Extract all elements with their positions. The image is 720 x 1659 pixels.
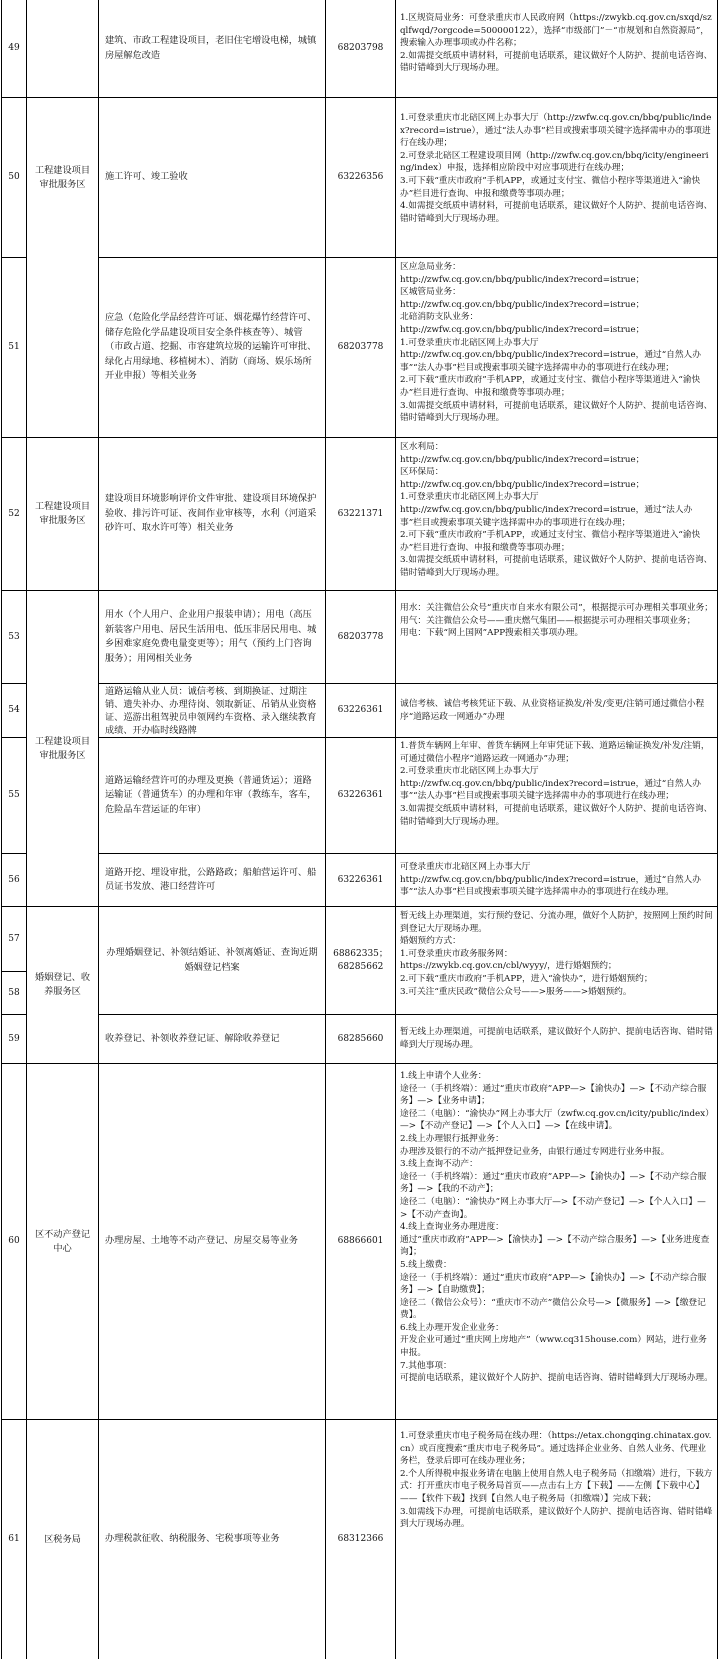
row-number: 59 [8,1033,20,1044]
row-number: 53 [8,631,20,642]
phone-number: 63226361 [337,705,384,715]
handling-method: 区应急局业务： http://zwfw.cq.gov.cn/bbq/public/index?record=istrue； 区城管局业务： http://zwfw.cq.gov.cn/bbq/public/index?record=istrue； 北碚消防支队业务： http://zwfw.cq.gov.cn/bbq/public/index?record=istrue； 1.可登录重庆市北碚区网上办事大厅 http://zwfw.cq.gov.cn/bbq/public/index?record=istrue，通过“自然人办事”“法人办事”栏目或搜索事项关键字选择需申办的事项进行在线办理； 2.可下载“重庆市政府”手机APP，或通过支付宝、微信小程序等渠道进入“渝快办”栏目进行查询、申报和缴费等事项办理； 3.如需提交纸质申请材料，可提前电话联系，建议做好个人防护、提前电话咨询、错时错峰到大厅现场办理。 [400,262,713,424]
phone-number: 63221371 [337,508,384,519]
service-items: 道路运输经营许可的办理及更换（普通货运）；道路运输证（普通货车）的办理和年审（教练车，客车，危险品车营运证的年审） [105,774,317,815]
service-items: 道路开挖、埋设审批，公路路政；船舶营运许可、船员证书发放、港口经营许可 [105,866,317,892]
phone-number: 68866601 [337,1236,384,1246]
phone-number: 68285660 [337,1033,384,1044]
service-items: 收养登记、补领收养登记证、解除收养登记 [105,1032,280,1044]
handling-method: 1.可登录重庆市北碚区网上办事大厅（http://zwfw.cq.gov.cn/bbq/public/index?record=istrue），通过“法人办事”栏目或搜索事项关键字选择需申办的事项进行在线办理； 2.可登录北碚区工程建设项目网（http://zwfw.cq.gov.cn/bbq/icity/engineering/index）申报，选择相应阶段中对应事项进行在线办理； 3.可下载“重庆市政府”手机APP，或通过支付宝、微信小程序等渠道进入“渝快办”栏目进行查询、申报和缴费等事项办理； 4.如需提交纸质申请材料，可提前电话联系，建议做好个人防护、提前电话咨询、错时错峰到大厅现场办理。 [400,113,713,224]
handling-method: 区水利局： http://zwfw.cq.gov.cn/bbq/public/index?record=istrue； 区环保局： http://zwfw.cq.gov.cn/bbq/public/index?record=istrue； 1.可登录重庆市北碚区网上办事大厅 http://zwfw.cq.gov.cn/bbq/public/index?record=istrue，通过“法人办事”栏目或搜索事项关键字选择需申办的事项进行在线办理； 2.可下载“重庆市政府”手机APP，或通过支付宝、微信小程序等渠道进入“渝快办”栏目进行查询、申报和缴费等事项办理； 3.如需提交纸质申请材料，可提前电话联系，建议做好个人防护、提前电话咨询、错时错峰到大厅现场办理。 [400,442,713,578]
phone-number: 63226361 [337,874,384,885]
row-number: 49 [8,43,20,54]
row-number: 54 [8,705,20,716]
office-cell: 婚姻登记、收养服务区 [34,972,91,997]
handling-method: 用水：关注微信公众号“重庆市自来水有限公司”，根据提示可办理相关事项业务； 用气：关注微信公众号——重庆燃气集团——根据提示可办理相关事项业务； 用电：下载“网上国网”APP搜索相关事项办理。 [400,603,713,639]
row-number: 58 [8,987,20,998]
row-number: 57 [8,933,20,944]
service-items: 用水（个人用户、企业用户报装申请）；用电（高压新装客户用电、居民生活用电、低压非居民用电、城乡困难家庭免费电量变更等）；用气（预约上门咨询服务）；用网相关业务 [105,609,317,664]
office-cell: 区税务局 [44,1533,81,1545]
row-number: 55 [8,790,20,801]
phone-number: 68203778 [337,342,384,352]
handling-method: 暂无线上办理渠道，可提前电话联系，建议做好个人防护、提前电话咨询、错时错峰到大厅现场办理。 [400,1027,713,1050]
handling-method: 暂无线上办理渠道，实行预约登记、分流办理，做好个人防护，按照网上预约时间到登记大厅现场办理。 婚姻预约方式： 1.可登录重庆市政务服务网： https://zwykb.cq.gov.cn/cbl/wyyy/，进行婚姻预约； 2.可下载“重庆市政府”手机APP，进入“渝快办”，进行婚姻预约； 3.可关注“重庆民政”微信公众号——>服务——>婚姻预约。 [400,911,713,997]
row-number: 56 [8,874,20,885]
table-border [717,0,718,1659]
office-cell: 区不动产登记中心 [34,1228,91,1254]
service-items: 办理房屋、土地等不动产登记、房屋交易等业务 [105,1235,298,1247]
handling-method: 1.普货车辆网上年审、普货车辆网上年审凭证下载、道路运输证换发/补发/注销，可通过微信小程序“道路运政一网通办”办理； 2.可登录重庆市北碚区网上办事大厅 http://zwfw.cq.gov.cn/bbq/public/index?record=istrue，通过“自然人办事”“法人办事”栏目或搜索事项关键字选择需申办的事项进行在线办理； 3.如需提交纸质申请材料，可提前电话联系，建议做好个人防护、提前电话咨询、错时错峰到大厅现场办理。 [400,741,713,827]
handling-method: 1.区规资局业务：可登录重庆市人民政府网（https://zwykb.cq.gov.cn/sxqd/szqlfwqd/?orgcode=500000122），选择“市级部门”－“市规划和自然资源局”，搜索输入办理事项或办件名称； 2.如需提交纸质申请材料，可提前电话联系，建议做好个人防护、提前电话咨询、错时错峰到大厅现场办理。 [400,13,713,74]
phone-number: 63226361 [337,790,384,800]
office-cell: 工程建设项目审批服务区 [34,501,91,526]
handling-method: 诚信考核、诚信考核凭证下载、从业资格证换发/补发/变更/注销可通过微信小程序“道路运政一网通办”办理 [400,698,705,722]
service-items: 建筑、市政工程建设项目，老旧住宅增设电梯，城镇房屋解危改造 [105,35,317,61]
phone-number: 68203778 [337,631,384,642]
phone-number: 68312366 [337,1534,384,1544]
phone-number: 63226356 [337,172,384,182]
row-number: 51 [8,342,20,353]
service-items: 应急（危险化学品经营许可证、烟花爆竹经营许可、储存危险化学品建设项目安全条件核查等）、城管（市政占道、挖掘、市容建筑垃圾的运输许可审批、绿化占用绿地、移植树木）、消防（商场、娱乐场所开业申报）等相关业务 [105,312,317,382]
office-cell: 工程建设项目审批服务区 [34,735,91,761]
handling-method: 1.线上申请个人业务： 途径一（手机终端）：通过“重庆市政府”APP—>【渝快办】—>【不动产综合服务】—>【业务申请】； 途径二（电脑）：“渝快办”网上办事大厅（zwfw.cq.gov.cn/icity/public/index）—>【不动产登记】—>【个人入口】—>【在线申请】。 2.线上办理银行抵押业务： 办理涉及银行的不动产抵押登记业务，由银行通过专网进行业务申报。 3.线上查询不动产： 途径一（手机终端）：通过“重庆市政府”APP—>【渝快办】—>【不动产综合服务】—>【我的不动产】； 途径二（电脑）：“渝快办”网上办事大厅—>【不动产登记】—>【个人入口】—>【不动产查询】。 4.线上查询业务办理进度： 通过“重庆市政府”APP—>【渝快办】—>【不动产综合服务】—>【业务进度查询】； 5.线上缴费： 途径一（手机终端）：通过“重庆市政府”APP—>【渝快办】—>【不动产综合服务】—>【自助缴费】； 途径二（微信公众号）：“重庆市不动产”微信公众号—>【微服务】—>【缴登记费】。 6.线上办理开发企业业务： 开发企业可通过“重庆网上房地产”（www.cq315house.com）网站，进行业务申报。 7.其他事项： 可提前电话联系，建议做好个人防护、提前电话咨询、错时错峰到大厅现场办理。 [400,1071,713,1384]
handling-method: 1.可登录重庆市电子税务局在线办理：（https://etax.chongqing.chinatax.gov.cn）或百度搜索“重庆市电子税务局”。通过选择企业业务、自然人业务、代理业务栏，登录后即可在线办理业务； 2.个人所得税申报业务请在电脑上使用自然人电子税务局（扣缴端）进行，下载方式：打开重庆市电子税务局首页——点击右上方【下载】——左侧【下载中心】——【软件下载】找到【自然人电子税务局（扣缴端）】完成下载； 3.如需线下办理，可提前电话联系，建议做好个人防护、提前电话咨询、错时错峰到大厅现场办理。 [400,1431,713,1530]
row-number: 60 [8,1236,20,1247]
row-number: 50 [8,172,20,183]
row-number: 52 [8,508,20,519]
office-cell: 工程建设项目审批服务区 [34,164,91,190]
service-items: 办理税款征收、纳税服务、宅税事项等业务 [105,1533,280,1545]
service-items: 建设项目环境影响评价文件审批、建设项目环境保护验收、排污许可证、夜间作业审核等，水利（河道采砂许可、取水许可等）相关业务 [105,493,317,534]
service-items: 办理婚姻登记、补领结婚证、补领离婚证、查询近期婚姻登记档案 [106,947,318,973]
handling-method: 可登录重庆市北碚区网上办事大厅 http://zwfw.cq.gov.cn/bbq/public/index?record=istrue，通过“自然人办事”“法人办事”栏目或搜索事项关键字选择需申办的事项进行在线办理。 [400,862,701,898]
service-items: 施工许可、竣工验收 [105,171,188,183]
phone-number: 68203798 [337,43,384,53]
row-number: 61 [8,1534,20,1545]
service-items: 道路运输从业人员：诚信考核、到期换证、过期注销、遗失补办、办理待岗、领取新证、吊销从业资格证、巡游出租驾驶员申领网约车资格、录入继续教育成绩、开办临时线路牌 [105,685,317,736]
phone-number: 68862335；68285662 [333,948,388,972]
